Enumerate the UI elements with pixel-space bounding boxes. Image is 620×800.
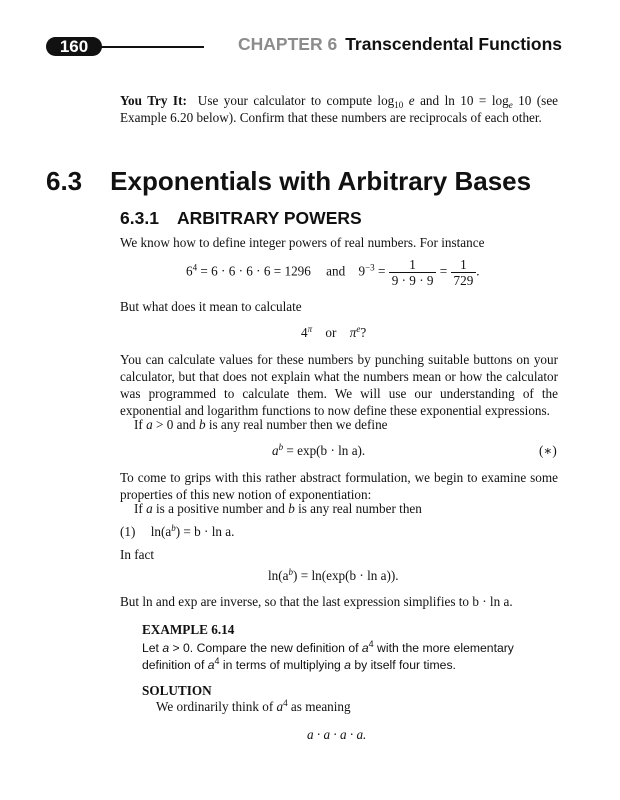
p4-a-var: a [146, 417, 153, 432]
example-title: EXAMPLE 6.14 [142, 622, 235, 637]
running-header [238, 36, 562, 53]
sol-pow-exp: 4 [283, 698, 288, 708]
eq1-base: 6 [186, 263, 193, 279]
paragraph-2: But what does it mean to calculate [120, 299, 302, 314]
eq5-rhs: ) = ln(exp(b · ln a)). [293, 568, 399, 583]
try-it-label: You Try It [120, 93, 183, 108]
equation-property-1 [120, 523, 234, 540]
eq1-frac1-num: 1 [389, 257, 437, 273]
solution-equation: a · a · a · a. [307, 727, 367, 742]
eq2-question: ? [360, 325, 367, 340]
eq2-exp: π [307, 324, 313, 334]
ex-text-1: Let [142, 641, 163, 655]
section-number: 6.3 [46, 166, 83, 196]
equation-questions [301, 324, 366, 341]
equation-integer-powers [186, 257, 480, 288]
try-it-colon: : [182, 93, 187, 108]
page-number: 160 [46, 37, 102, 56]
example-text [142, 640, 547, 674]
solution-title: SOLUTION [142, 683, 212, 698]
eq5-exp: b [288, 567, 294, 577]
p4-b: > 0 and [152, 417, 199, 432]
p6-c: is any real number then [294, 501, 422, 516]
eq4-lhs: ln(a [150, 524, 172, 539]
try-it-log-base-e: e [508, 100, 513, 110]
ex-pow-base2: a [207, 658, 215, 672]
p6-b-var: b [288, 501, 295, 516]
ex-pow-exp: 4 [368, 639, 374, 649]
eq3-exp: b [278, 442, 284, 452]
sol-text-2: as meaning [287, 699, 351, 714]
p4-a: If [134, 417, 147, 432]
eq1-eq2: = [439, 263, 448, 279]
eq2-exp2: e [356, 324, 361, 334]
ex-text-2: > 0. Compare the new definition of [169, 641, 362, 655]
eq4-label: (1) [120, 524, 136, 539]
try-it-paragraph [120, 92, 558, 126]
try-it-text-2: and ln 10 = log [414, 93, 509, 108]
eq1-exp2: −3 [365, 262, 375, 273]
equation-definition [272, 442, 365, 459]
eq3-rhs: = exp(b · ln a). [283, 443, 366, 458]
p6-b: is a positive number and [152, 501, 289, 516]
equation-tag: (∗) [539, 443, 557, 458]
eq2-or: or [325, 325, 337, 340]
header-rule [96, 46, 204, 48]
solution-text [156, 698, 351, 715]
try-it-text-1: Use your calculator to compute log [197, 93, 395, 108]
eq1-fraction-1 [389, 257, 437, 288]
eq5-lhs: ln(a [268, 568, 289, 583]
eq1-frac1-den: 9 · 9 · 9 [391, 273, 434, 288]
subsection-title: ARBITRARY POWERS [176, 208, 362, 228]
section-title: Exponentials with Arbitrary Bases [110, 166, 532, 196]
p4-b-var: b [198, 417, 206, 432]
paragraph-1: We know how to define integer powers of real numbers. For instance [120, 235, 485, 250]
paragraph-8: But ln and exp are inverse, so that the last expression simplifies to b · ln a. [120, 594, 513, 609]
sol-text-1: We ordinarily think of [156, 699, 277, 714]
sol-pow-base: a [276, 699, 284, 714]
subsection-number: 6.3.1 [120, 208, 159, 228]
p4-c: is any real number then we define [205, 417, 388, 432]
try-it-e: e [408, 93, 415, 108]
eq1-fraction-2 [451, 257, 480, 288]
eq1-period: . [476, 263, 480, 279]
subsection-heading [120, 207, 362, 229]
eq1-and: and [326, 263, 346, 279]
p6-a: If [134, 501, 147, 516]
chapter-label: CHAPTER 6 [238, 34, 338, 54]
ex-text-4: in terms of multiplying [219, 658, 345, 672]
equation-in-fact [268, 567, 399, 584]
eq2-base2: π [349, 325, 357, 340]
paragraph-7: In fact [120, 547, 155, 562]
ex-pow-exp2: 4 [214, 656, 220, 666]
p6-a-var: a [146, 501, 153, 516]
eq3-base: a [272, 443, 279, 458]
paragraph-3: You can calculate values for these numbers by punching suitable buttons on your calculator, but that does not explain what the numbers mean or how the calculator was programmed to calculate them. We will use our understanding of the exponential and logarithm functions to now define these exponential expressions. [120, 352, 558, 418]
ex-text-5: by itself four times. [350, 658, 456, 672]
eq1-base2: 9 [358, 263, 366, 279]
ex-var-a: a [162, 641, 170, 655]
eq1-frac2-den: 729 [453, 273, 474, 288]
section-heading [46, 165, 531, 197]
ex-text-3: with the more elementary definition of [142, 641, 514, 672]
paragraph-6 [120, 500, 558, 517]
paragraph-4 [120, 416, 558, 433]
paragraph-5: To come to grips with this rather abstract formulation, we begin to examine some properties of this new notion of exponentiation: [120, 470, 558, 502]
ex-pow-base: a [361, 641, 369, 655]
eq4-rhs: ) = b · ln a. [175, 524, 235, 539]
eq1-frac2-num: 1 [451, 257, 477, 273]
eq2-base: 4 [301, 325, 308, 340]
chapter-title: Transcendental Functions [345, 34, 563, 54]
try-it-log-base: 10 [394, 100, 404, 110]
try-it-text-3: 10 (see Example 6.20 below). Confirm that these numbers are reciprocals of each other. [120, 93, 559, 125]
eq1-eq: = [377, 263, 386, 279]
eq1-exp: 4 [192, 262, 198, 273]
eq4-exp: b [171, 523, 176, 533]
ex-var-a2: a [344, 658, 351, 672]
eq1-rhs: = 6 · 6 · 6 · 6 = 1296 [197, 263, 311, 279]
